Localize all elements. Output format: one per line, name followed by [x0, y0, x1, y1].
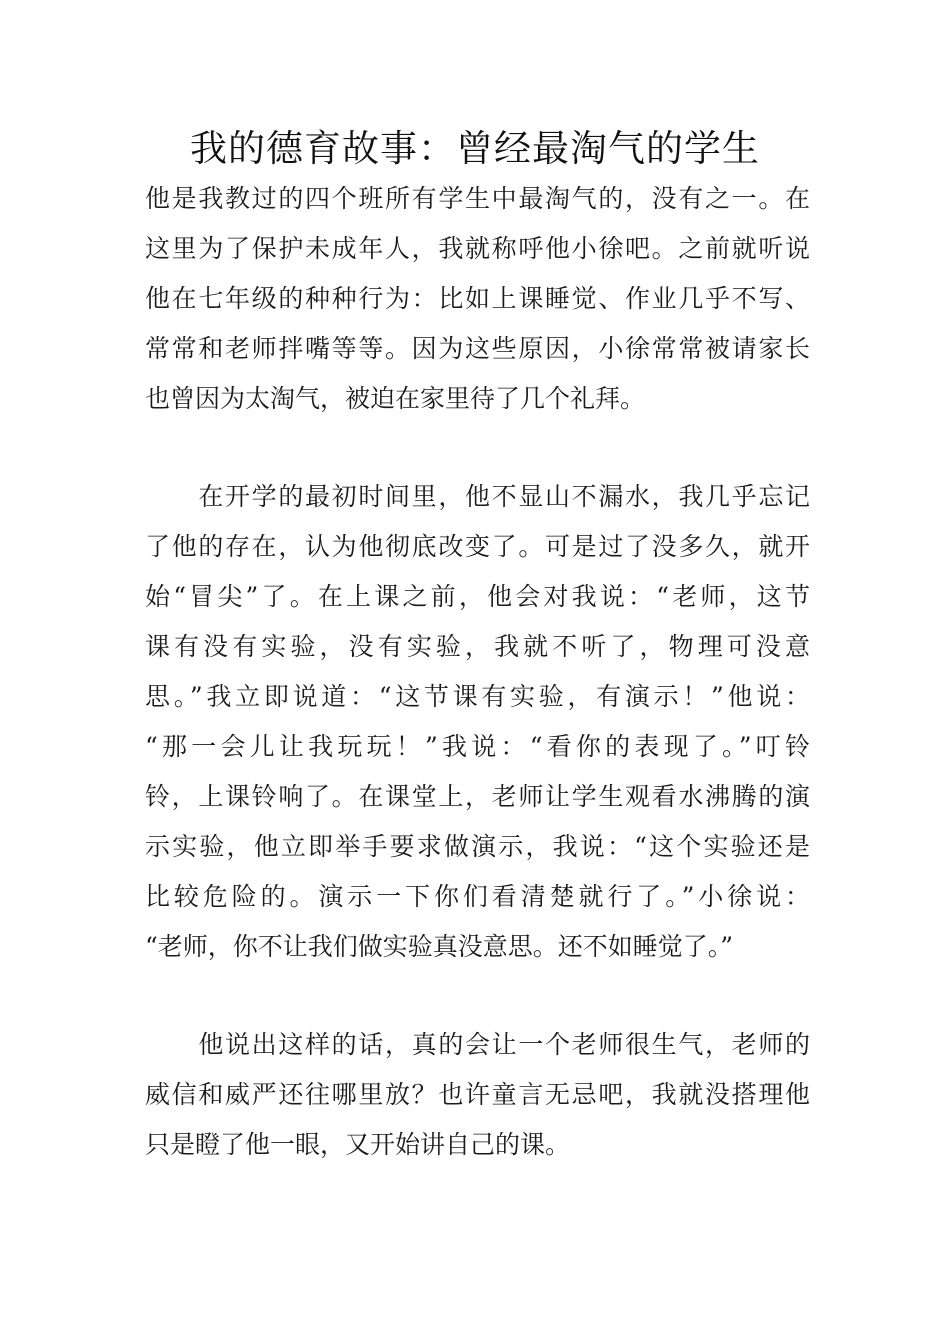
paragraph-line: 也曾因为太淘气，被迫在家里待了几个礼拜。: [145, 384, 646, 413]
paragraph-line: 常常和老师拌嘴等等。因为这些原因，小徐常常被请家长: [145, 334, 810, 363]
paragraph-line: 示实验，他立即举手要求做演示，我说：“这个实验还是: [145, 832, 810, 861]
paragraph-line: 在开学的最初时间里，他不显山不漏水，我几乎忘记: [145, 482, 810, 511]
paragraph-line: 课有没有实验，没有实验，我就不听了，物理可没意: [145, 632, 810, 661]
paragraph-line: 只是瞪了他一眼，又开始讲自己的课。: [145, 1130, 571, 1159]
paragraph-line: 了他的存在，认为他彻底改变了。可是过了没多久，就开: [145, 532, 810, 561]
paragraph-line: “老师，你不让我们做实验真没意思。还不如睡觉了。”: [145, 932, 734, 961]
paragraph-line: 思。”我立即说道：“这节课有实验，有演示！”他说：: [145, 682, 810, 711]
paragraph-3: [145, 1020, 810, 1170]
paragraph-line: 铃，上课铃响了。在课堂上，老师让学生观看水沸腾的演: [145, 782, 810, 811]
paragraph-line: 威信和威严还往哪里放？也许童言无忌吧，我就没搭理他: [145, 1080, 810, 1109]
paragraph-line: 这里为了保护未成年人，我就称呼他小徐吧。之前就听说: [145, 234, 810, 263]
paragraph-line: 他是我教过的四个班所有学生中最淘气的，没有之一。在: [145, 184, 810, 213]
document-title: 我的德育故事：曾经最淘气的学生: [190, 127, 760, 170]
paragraph-line: 比较危险的。演示一下你们看清楚就行了。”小徐说：: [145, 882, 810, 911]
paragraph-line: 始“冒尖”了。在上课之前，他会对我说：“老师，这节: [145, 582, 810, 611]
paragraph-line: “那一会儿让我玩玩！”我说：“看你的表现了。”叮铃: [145, 732, 810, 761]
paragraph-line: 他说出这样的话，真的会让一个老师很生气，老师的: [145, 1030, 810, 1059]
paragraph-2: [145, 472, 810, 972]
paragraph-1: [145, 174, 810, 424]
paragraph-line: 他在七年级的种种行为：比如上课睡觉、作业几乎不写、: [145, 284, 810, 313]
